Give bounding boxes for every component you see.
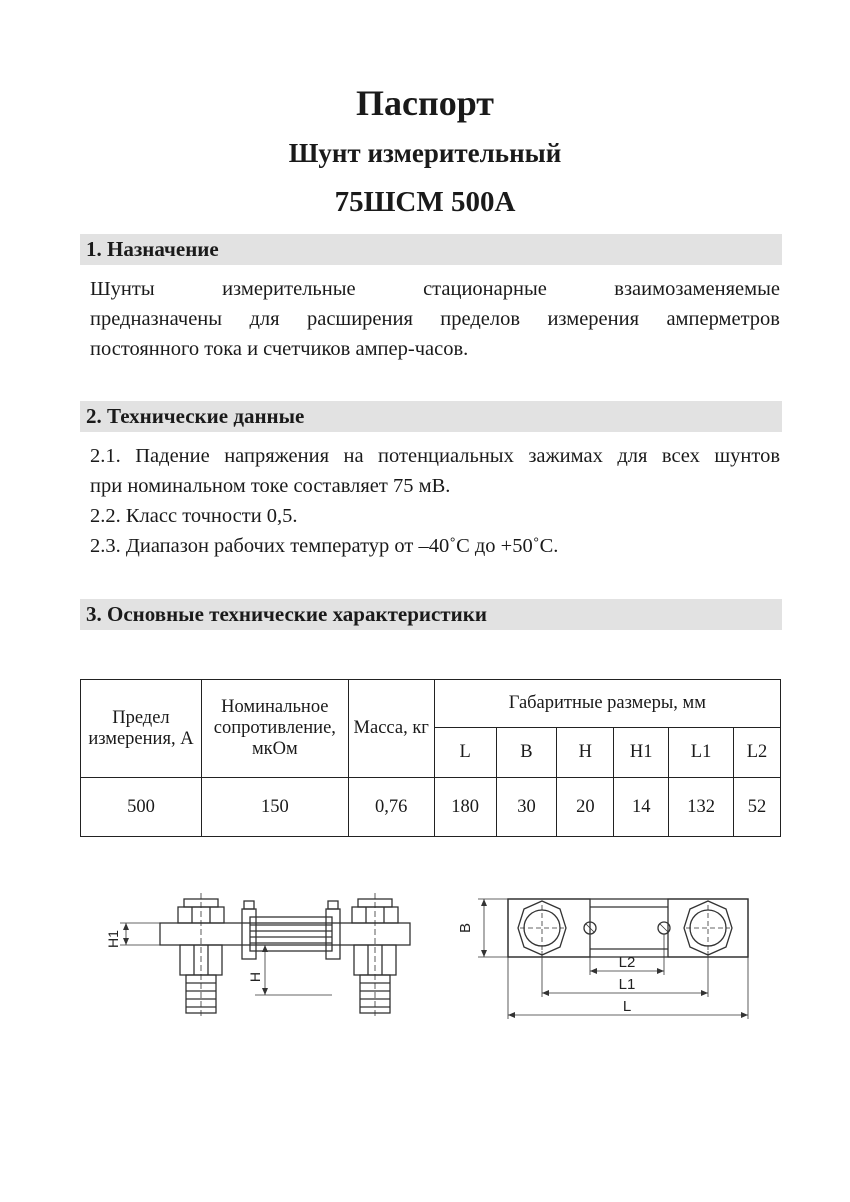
model-name: 75ШСМ 500А: [334, 186, 516, 218]
word: стационарные: [423, 278, 547, 300]
word: Шунты: [90, 278, 155, 300]
header-dim-l2: L2: [734, 728, 781, 778]
cell-dim-b: 30: [496, 778, 557, 837]
tech-item-2-2: 2.2. Класс точности 0,5.: [90, 505, 298, 527]
header-range: Предел измерения, А: [81, 680, 202, 778]
shunt-side-view-drawing: [100, 885, 440, 1045]
label-l1: L1: [618, 976, 636, 993]
page-subtitle: Шунт измерительный: [288, 138, 562, 168]
label-l2: L2: [618, 954, 636, 971]
spec-table: [80, 679, 781, 837]
shunt-top-view-drawing: [450, 885, 760, 1030]
cell-resistance: 150: [201, 778, 348, 837]
header-dimensions: Габаритные размеры, мм: [434, 680, 780, 728]
header-dim-l1: L1: [669, 728, 734, 778]
label-h: H: [247, 971, 263, 983]
header-mass: Масса, кг: [348, 680, 434, 778]
purpose-line-1: [90, 274, 780, 304]
section-heading-tech-data: 2. Технические данные: [80, 401, 782, 432]
header-resistance: Номинальное сопротивление, мкОм: [201, 680, 348, 778]
tech-item-2-1-line-2: при номинальном токе составляет 75 мВ.: [90, 475, 451, 497]
label-b: B: [457, 922, 474, 934]
header-dim-h1: H1: [614, 728, 669, 778]
section-heading-characteristics: 3. Основные технические характеристики: [80, 599, 782, 630]
label-h1: H1: [105, 930, 121, 948]
purpose-line-3: постоянного тока и счетчиков ампер-часов.: [90, 338, 469, 360]
page-title: Паспорт: [356, 83, 494, 123]
purpose-paragraph: [90, 274, 780, 364]
cell-dim-l1: 132: [669, 778, 734, 837]
resistor-plates: [250, 917, 332, 951]
tech-data-paragraph: [90, 441, 780, 561]
cell-range: 500: [81, 778, 202, 837]
word: измерительные: [222, 278, 356, 300]
tech-item-2-3: 2.3. Диапазон рабочих температур от –40˚С до +50˚С.: [90, 535, 559, 557]
tech-item-2-1-line-1: 2.1. Падение напряжения на потенциальных зажимах для всех шунтов: [90, 445, 780, 467]
cell-dim-h1: 14: [614, 778, 669, 837]
base-bar: [160, 923, 410, 945]
header-dim-b: B: [496, 728, 557, 778]
purpose-line-2: предназначены для расширения пределов измерения амперметров: [90, 308, 780, 330]
cell-dim-l2: 52: [734, 778, 781, 837]
section-heading-purpose: 1. Назначение: [80, 234, 782, 265]
cell-mass: 0,76: [348, 778, 434, 837]
word: взаимозаменяемые: [614, 278, 780, 300]
cell-dim-l: 180: [434, 778, 496, 837]
cell-dim-h: 20: [557, 778, 614, 837]
header-dim-h: H: [557, 728, 614, 778]
label-l: L: [622, 998, 632, 1015]
table-row: [81, 778, 781, 837]
header-dim-l: L: [434, 728, 496, 778]
